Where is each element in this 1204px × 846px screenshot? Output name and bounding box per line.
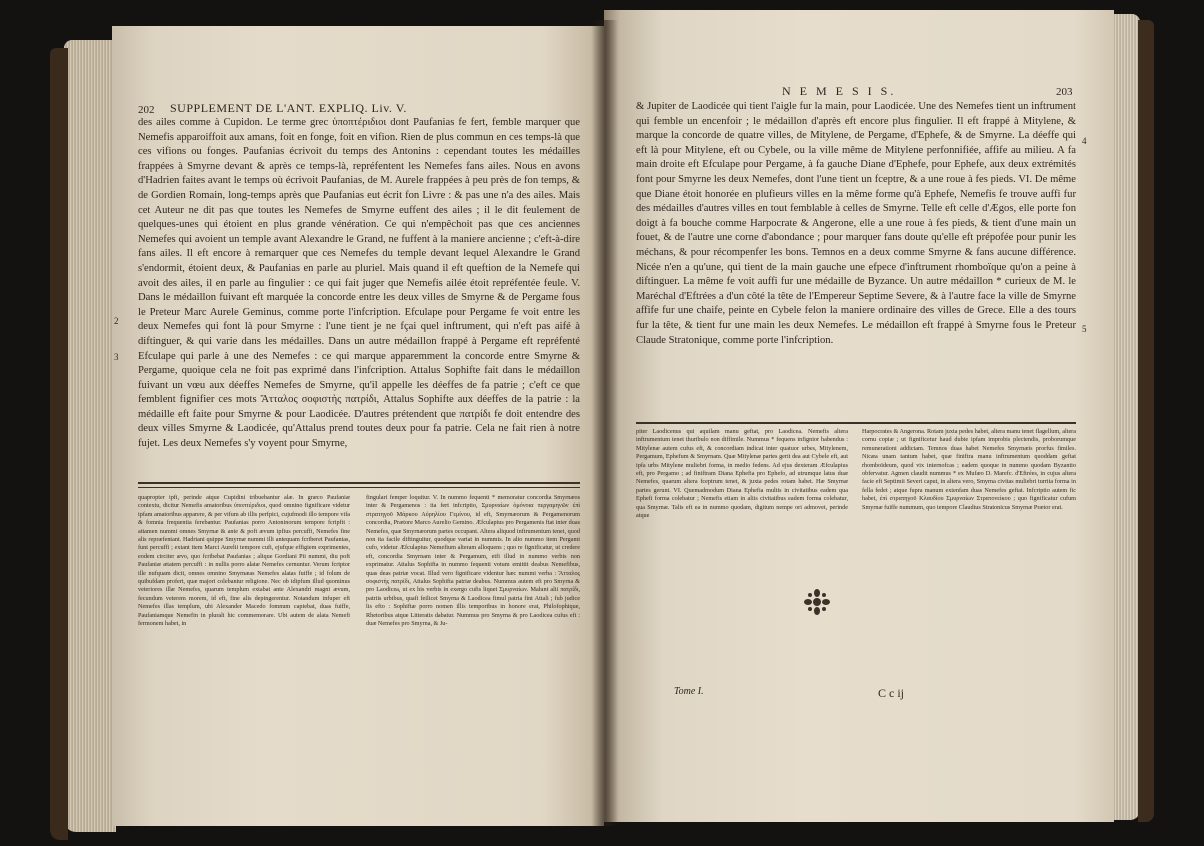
footer-signature: C c ij [878,686,904,700]
right-french-block [636,100,1076,386]
right-cover [1138,20,1154,822]
margin-number-5: 5 [1082,324,1087,334]
margin-number-4: 4 [1082,136,1087,146]
left-running-head: SUPPLEMENT DE L'ANT. EXPLIQ. Liv. V. [170,101,407,115]
left-page-number: 202 [138,104,155,116]
right-divider-rule [636,422,1076,424]
right-latin-column-2 [862,428,1076,570]
left-latin-column-1 [138,494,350,726]
right-running-head: N E M E S I S. [782,84,897,98]
left-divider-rule [138,482,580,484]
left-french-text: des ailes comme à Cupidon. Le terme grec ὑποπτέριδιοι dont Paufanias fe fert, femble marquer que Nemefis apparoiffoit aux amans, foit en fonge, foit en vifion. Rien de plus commun en ces temps-là que ces vifions ou fonges. Paufanias écrivoit du temps des Antonins : cependant toutes les médailles frappées à Smyrne devant & après ce temps-là, repréfentent les Nemefes fans ailes. Nous en avons d'Hadrien faites avant le temps où écrivoit Paufanias, de M. Aurele frappées à peu près de fon temps, & de Gordien Romain, long-temps après que Paufanias eut écrit fon Livre : & pas une n'a des ailes. Mais cet Auteur ne dit pas que toutes les Nemefes de Smyrne euffent des ailes ; il le dit feulement de quelques-unes qui étoient en plus grande vénération. Ce qui n'empêchoit pas que ces anciennes Nemefes qui avoient un temple avant Alexandre le Grand, ne fuffent à la maniere ancienne ; c'eft-à-dire fans ailes. Il eft encore à remarquer que ces Nemefes du temple devant lequel Alexandre le Grand s'endormit, étoient deux, & Paufanias en parle au pluriel. Mais quand il eft queftion de la Nemefe qui avoit des ailes, il en parle au fingulier : ce qui fait juger que Nemefis ailée étoit repréfentée feule. V. Dans le médaillon fuivant eft marquée la concorde entre les deux villes de Smyrne & de Pergame fous le Preteur Marc Aurele Geminus, comme porte l'infcription. Efculape pour Pergame fe voit entre les deux Nemefes qui font là pour Smyrne : l'une tient je ne fçai quel inftrument, qui n'eft pas aifé à diftinguer, & qui varie dans les médailles. Dans un autre médaillon frappé à Pergame eft repréfenté Efculape qui parle à une des Nemefes : ce qui marque apparemment la concorde entre Smyrne & Pergame, quoique cela ne foit pas exprimé dans l'infcription. Attalus Sophifte fait dans le médaillon fuivant un vœu aux déeffes Nemefes de Smyrne, qu'il appelle les déeffes de fa patrie ; c'eft ce que femblent fignifier ces mots Ἄτταλος σοφιστὴς πατρίδι, Attalus Sophifte aux déeffes de la patrie : la médaille eft faite pour Smyrne & pour Laodicée. D'autres prétendent que πατρίδι fe doit entendre des deux villes Smyrne & Laodicée, qu'Attalus prend toutes deux pour fa patrie. Cela ne fait rien à notre fujet. Les deux Nemefes s'y voyent pour Smyrne, [138,117,580,450]
right-page-edges [1112,14,1140,820]
right-latin-column-1 [636,428,848,570]
left-latin-text-2: fingulari femper loquitur. V. In nummo fequenti * memoratur concordia Smyrnæos inter & Pergamenos : ita fert infcriptio, Σμυρναίων ὁμόνοια περγαμηνῶν ἐπὶ στρατηγοῦ Μάρκου Αὐρηλίου Γεμίνου, id eft, Smyrnæorum & Pergamenorum concordia, Prætore Marco Aurelio Gemino. Æfculapius pro Pergamenis ftat inter duas Nemefes, quæ Smyrnæorum partes occupant. Altera aliquod inftrumentum tenet, quod non ita facile diftinguitur, quodque variat in nummis. In alio nummo item Pergami cufo, videtur Æfculapius Nemefium alteram alloquens ; quo re fignificatur, ut credere eft, concordia Smyrnam inter & Pergamum, etfi illud in nummo verbis non exprimatur. Attalus Sophifta in nummo fequenti votum emittit deabus Nemefibus, quas deas patriæ vocat. Illud vero fignificare videntur hæc nummi verba : Ἄτταλος σοφιστὴς πατρίδι, Attalus Sophifta patriæ deabus. Nummus autem eft pro Smyrna & pro Laodicea, ut ex his verbis in exergo cufis liquet Σμυρναίων. Malunt alii πατρίδι, patriis urbibus, quafi feilicet Smyrna & Laodicea fimul patria fint Attali ; fub judice lis efto : Sophiftæ porro nomen illis temporibus in honore erat, Philofophique, Rhetoribus atque Litteratis dabatur. Nummus pro Smyrna & pro Laodicea cufus eft : duæ Nemefes pro Smyrna, & Ju- [366,494,580,628]
fleuron-ornament-icon [802,588,832,616]
left-french-block [138,116,580,486]
margin-number-2: 2 [114,316,119,326]
book-gutter-shadow [592,20,618,826]
right-french-text: & Jupiter de Laodicée qui tient l'aigle fur la main, pour Laodicée. Une des Nemefes tient un inftrument qui femble un encenfoir ; le médaillon d'après eft encore plus fingulier. Il eft frappé à Mitylene, & marque la concorde de quatre villes, de Mitylene, de Pergame, d'Ephefe, & de Smyrne. La déeffe qui eft là pour Mitylene, eft ou Cybele, ou la ville même de Mitylene perfonnifiée, affife au milieu. A fa main droite eft Efculape pour Pergame, à fa gauche Diane d'Ephefe, pour Ephefe, aux deux extrémités font pour Smyrne les deux Nemefes, dont l'une tient un fceptre, & a une roue à fes pieds. VI. De même que Diane étoit honorée en plufieurs villes en la même forme qu'à Ephefe, Nemefis fe trouve auffi fur des médailles d'autres villes en tout femblable à celles de Smyrne. Telle eft celle d'Ægos, elle porte fon doigt à fa bouche comme Harpocrate & Angerone, elle a une roue à fes pieds, & tient d'une main un fouet, & de l'autre une corne d'abondance ; pour marquer fans doute qu'elle eft prépofée pour punir les méchans, & pour récompenfer les bons. Temnos en a deux comme Smyrne & fans aucune différence. Nicée n'en a qu'une, qui tient de la main gauche une efpece d'inftrument rhomboïque qu'on a peine à diftinguer. La même fe voit auffi fur une médaille de Byzance. Un autre médaillon * curieux de M. le Maréchal d'Eftrées a d'un côté la tête de l'Empereur Septime Severe, & à l'autre face la ville de Smyrne affife fur une chaife, peinte en Cybele felon la maniere ordinaire des villes de Grece. Elle a des tours fur la tête, & tient fur une main les deux Nemefes. Le médaillon eft frappé à Smyrne fous le Preteur Claude Stratonique, comme porte l'infcription. [636,101,1076,346]
margin-number-3: 3 [114,352,119,362]
left-latin-text-1: quapropter ipfi, perinde atque Cupidini tribuebantur alæ. In græco Paufaniæ contextu, dicitur Nemefis amatoribus ὑποπτέριδιοι, quod omnino fignificare videtur ipfam amatoribus apparere, & per vifum ab illis perfpici, cujufmodi illo tempore vifa & fomnia frequentia ferebantur. Paufanias porro Antoninorum tempore fcripfit : attamen nummi omnes Smyrnæ & ante & poft ævum ipfius percuffi, Nemefes fine alis repræfentant. Hadriani quippe Smyrnæ nummi illi antequam fcriberet Paufanias, funt percuffi ; extant item Marci Aurelii tempore cufi, ejufque effigiem exprimentes, eodem circiter ævo, quo fcribebat Paufanias ; alique Gordiani Pii nummi, diu poft Paufaniæ ætatem percuffi : in nullis porro alatæ Nemefes cernuntur. Verum fcriptor ille nufquam dicit, omnes omnino Smyrnæas Nemefes alatas fuiffe ; id folum de quibufdam profert, quæ majori colebantur religione. Nec ob idipfum illud quominus veteriores illæ Nemefes, quarum templum extabat ante Alexandri magni ævum, fecundum veterem morem, id eft, fine alis depingerentur. Notandum infuper eft Nemefes illas templum, ubi Alexander Macedo fomnum capiebat, duas fuiffe, Paufaniamque Nemefin in plurali hic commemorare. Ubi autem de alata Nemefi fermonem habet, in [138,494,350,628]
left-latin-column-2 [366,494,580,726]
left-page [112,26,604,826]
right-latin-text-1: piter Laodicenus qui aquilam manu geftat, pro Laodicea. Nemefis altera inftrumentum tenet thuribulo non diffimile. Nummus * fequens infignior habendus : Mitylenæ autem cufus eft, & concordiam indicat inter quatuor urbes, Mitylenem, Pergamum, Ephefum & Smyrnam. Quæ Mitylenæ partes gerit dea aut Cybele eft, aut ipfa urbs Mitylene muliebri forma, in medio fedens. Ad ejus dexteram Æfculapius eft, pro Pergamo ; ad finiftram Diana Ephefia pro Ephefo, ad utrumque latus duæ Nemefes, quarum altera fceptrum tenet, & juxta pedes rotam habet. Hæ Smyrnæ partes gerunt. VI. Quemadmodum Diana Ephefia multis in civitatibus eadem qua Ephefi forma colebatur ; Nemefis etiam in aliis civitatibus eadem forma colebatur, qua Smyrnæ. Talis eft ea in nummo quodam, digitum nempe ori admovet, perinde atque [636,428,848,520]
left-cover [50,48,68,840]
right-latin-text-2: Harpocrates & Angerona. Rotam juxta pedes habet, altera manu tenet flagellum, altera cornu copiæ ; ut fignificetur haud dubie ipfam improbis plectendis, proborumque remunerationi addictam. Temnos duas habet Nemefes Smyrnæis prorfus fimiles. Nicæa unam tantum habet, quæ finiftra manu inftrumentum quoddam geftat rhomboïdeum, quod vix internofcas ; eadem quoque in nummo quodam Byzantio obfervatur. Agmen claudit nummus * ex Mufæo D. Marefc. d'Eftrées, in cujus altera facie eft Septimii Severi caput, in altera vero, Smyrna civitas muliebri turrita forma in fella fedet ; atque fupra manum extenfam duas Nemefes geftat. Infcriptio autem fic habet, ἐπὶ στρατηγοῦ Κλαυδίου Σμυρναίων Στρατονείκου ; quo fignificatur cufum Smyrnæ fuiffe nummum, quo tempore Claudius Stratonicus Smyrnæ Prætor erat. [862,428,1076,511]
left-page-edges [64,40,116,832]
right-page [604,10,1114,822]
right-page-number: 203 [1056,86,1073,98]
footer-volume: Tome I. [674,686,704,697]
left-divider-rule-thin [138,487,580,488]
